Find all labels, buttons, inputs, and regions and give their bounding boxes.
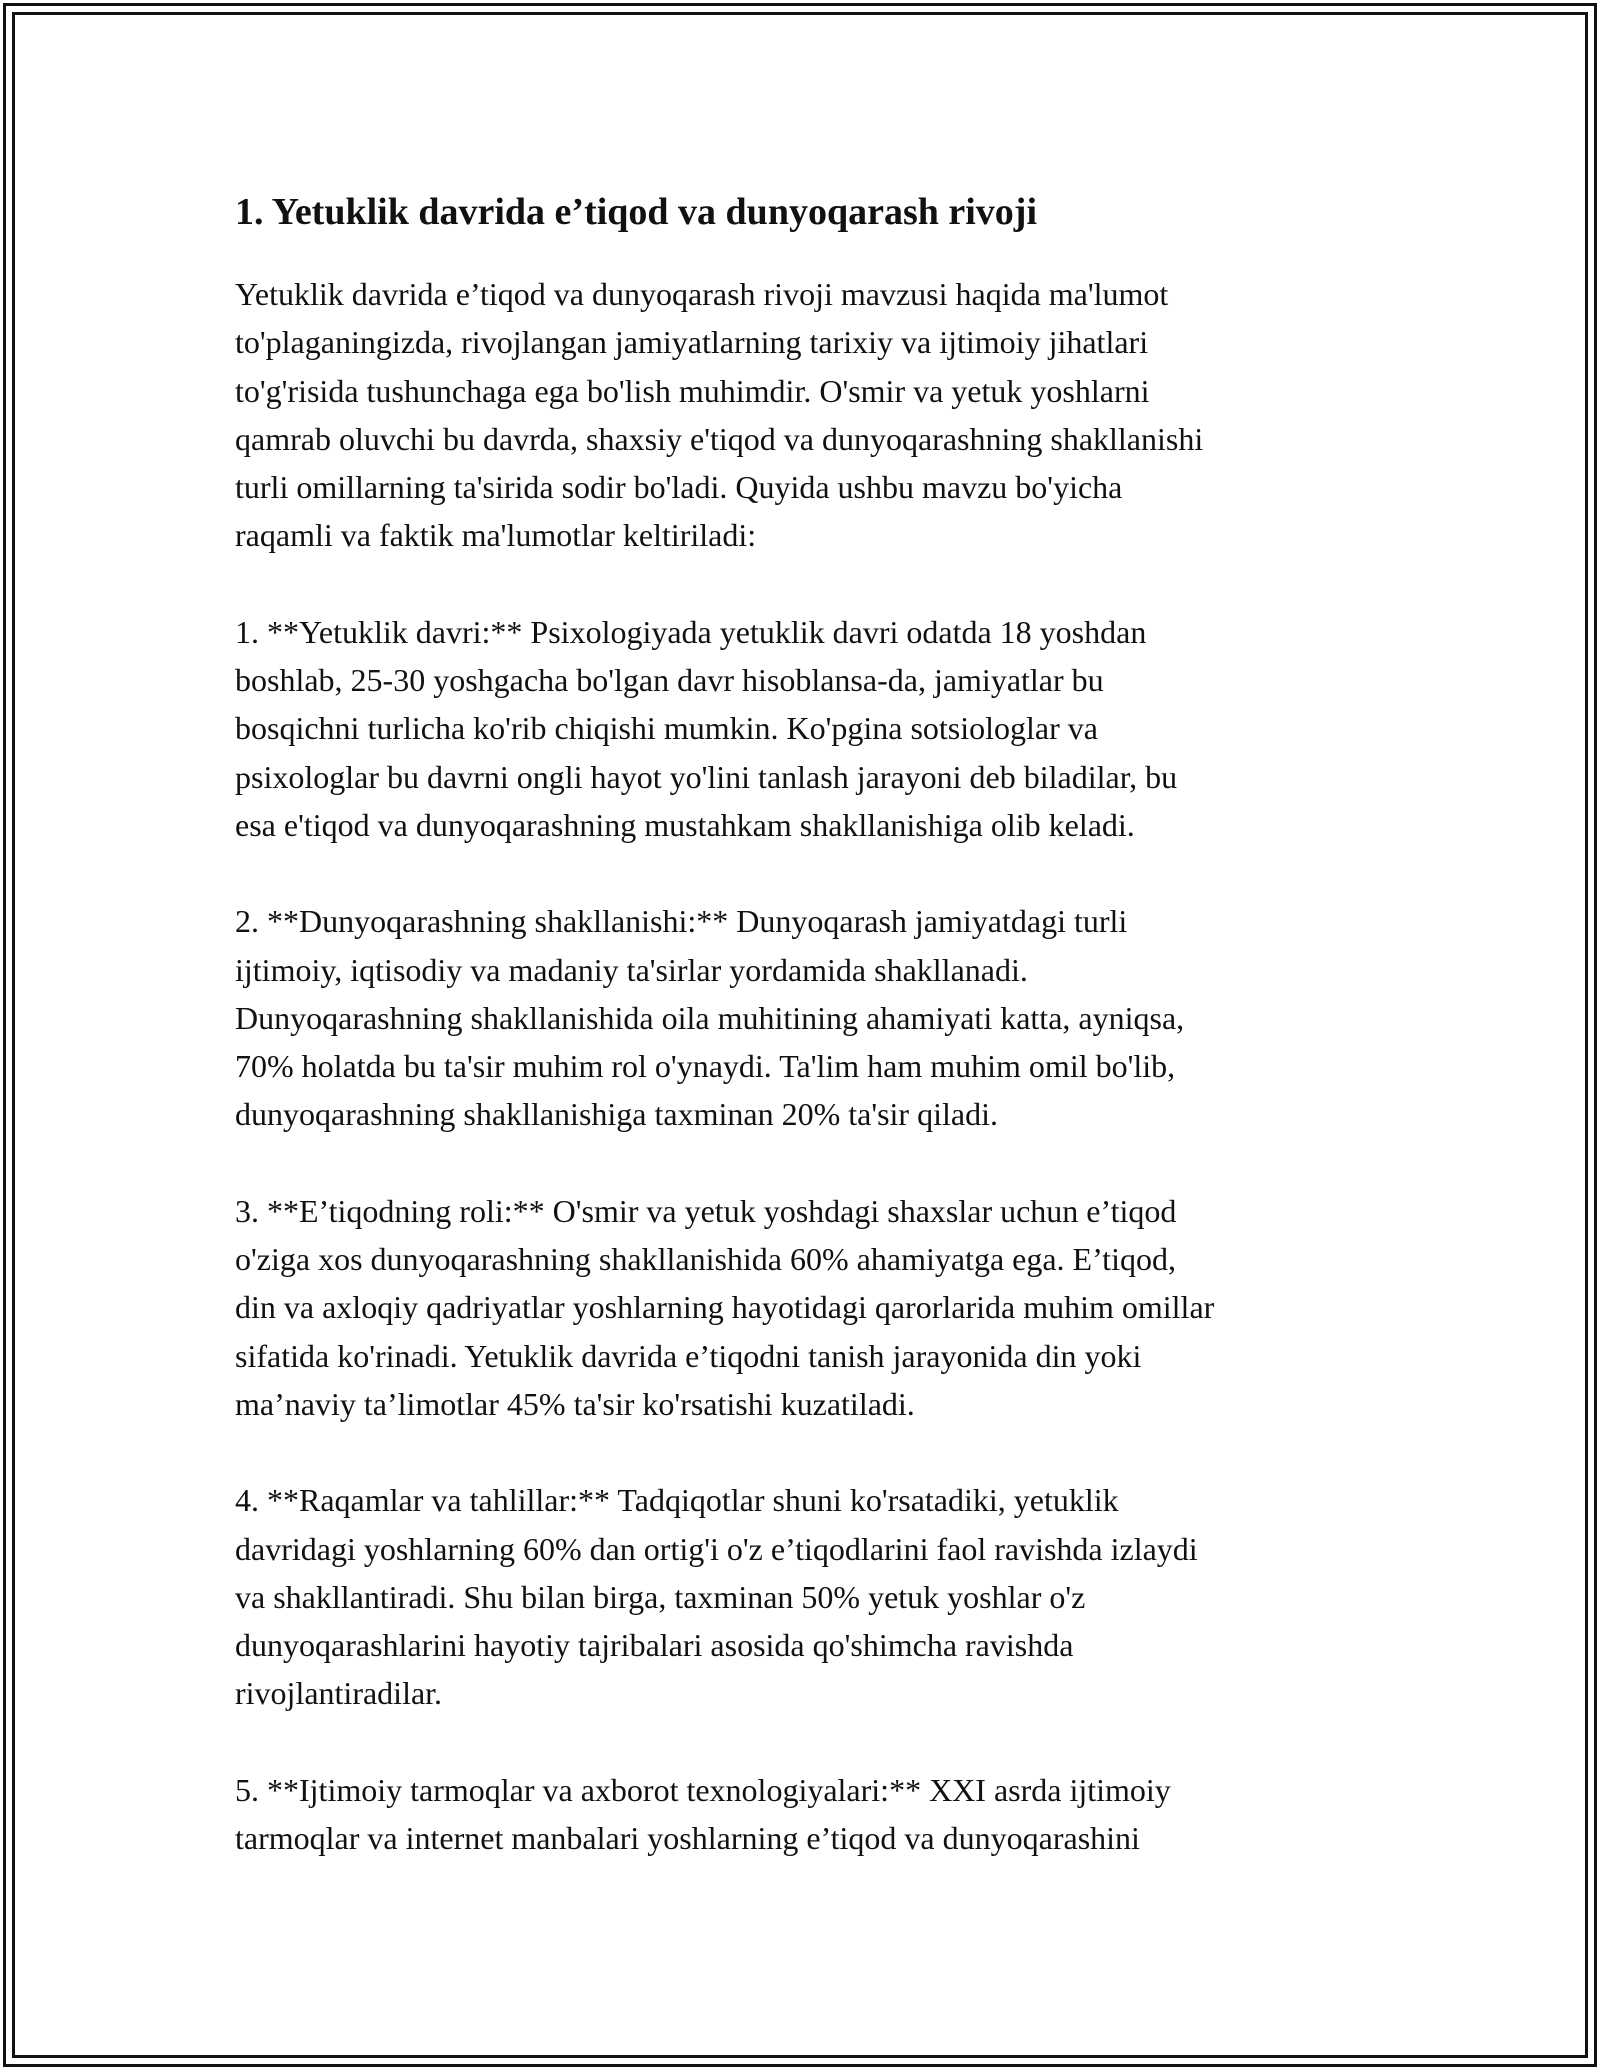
text-line: rivojlantiradilar. [235, 1675, 443, 1712]
text-line: 70% holatda bu ta'sir muhim rol o'ynaydi. Ta'lim ham muhim omil bo'lib, [235, 1048, 1176, 1085]
text-line: ijtimoiy, iqtisodiy va madaniy ta'sirlar yordamida shakllanadi. [235, 951, 1028, 988]
text-line: 3. **E’tiqodning roli:** O'smir va yetuk yoshdagi shaxslar uchun e’tiqod [235, 1192, 1177, 1229]
list-item-4-paragraph [235, 1476, 1370, 1717]
text-line: to'g'risida tushunchaga ega bo'lish muhimdir. O'smir va yetuk yoshlarni [235, 372, 1150, 409]
text-line: sifatida ko'rinadi. Yetuklik davrida e’tiqodni tanish jarayonida din yoki [235, 1337, 1142, 1374]
text-line: ma’naviy ta’limotlar 45% ta'sir ko'rsatishi kuzatiladi. [235, 1385, 915, 1422]
text-line: tarmoqlar va internet manbalari yoshlarning e’tiqod va dunyoqarashini [235, 1820, 1140, 1857]
page-title: 1. Yetuklik davrida e’tiqod va dunyoqarash rivoji [235, 191, 1038, 233]
text-line: 1. **Yetuklik davri:** Psixologiyada yetuklik davri odatda 18 yoshdan [235, 613, 1147, 650]
text-line: va shakllantiradi. Shu bilan birga, taxminan 50% yetuk yoshlar o'z [235, 1578, 1086, 1615]
text-line: psixologlar bu davrni ongli hayot yo'lini tanlash jarayoni deb biladilar, bu [235, 758, 1178, 795]
text-line: din va axloqiy qadriyatlar yoshlarning hayotidagi qarorlarida muhim omillar [235, 1289, 1215, 1326]
list-item-2-paragraph [235, 897, 1370, 1138]
list-item-1-paragraph [235, 608, 1370, 849]
document-body [235, 188, 1370, 1910]
text-line: raqamli va faktik ma'lumotlar keltiriladi: [235, 517, 757, 554]
text-line: bosqichni turlicha ko'rib chiqishi mumkin. Ko'pgina sotsiologlar va [235, 710, 1098, 747]
text-line: boshlab, 25-30 yoshgacha bo'lgan davr hisoblansa-da, jamiyatlar bu [235, 662, 1104, 699]
text-line: o'ziga xos dunyoqarashning shakllanishida 60% ahamiyatga ega. E’tiqod, [235, 1241, 1176, 1278]
text-line: dunyoqarashning shakllanishiga taxminan 20% ta'sir qiladi. [235, 1096, 998, 1133]
text-line: 5. **Ijtimoiy tarmoqlar va axborot texnologiyalari:** XXI asrda ijtimoiy [235, 1771, 1171, 1808]
text-line: davridagi yoshlarning 60% dan ortig'i o'z e’tiqodlarini faol ravishda izlaydi [235, 1530, 1198, 1567]
text-line: 2. **Dunyoqarashning shakllanishi:** Dunyoqarash jamiyatdagi turli [235, 903, 1128, 940]
text-line: Dunyoqarashning shakllanishida oila muhitining ahamiyati katta, ayniqsa, [235, 999, 1185, 1036]
text-line: dunyoqarashlarini hayotiy tajribalari asosida qo'shimcha ravishda [235, 1627, 1074, 1664]
list-item-3-paragraph [235, 1187, 1370, 1428]
text-line: qamrab oluvchi bu davrda, shaxsiy e'tiqod va dunyoqarashning shakllanishi [235, 420, 1204, 457]
intro-paragraph [235, 270, 1370, 560]
text-line: 4. **Raqamlar va tahlillar:** Tadqiqotlar shuni ko'rsatadiki, yetuklik [235, 1482, 1119, 1519]
text-line: turli omillarning ta'sirida sodir bo'ladi. Quyida ushbu mavzu bo'yicha [235, 469, 1123, 506]
text-line: esa e'tiqod va dunyoqarashning mustahkam shakllanishiga olib keladi. [235, 806, 1135, 843]
text-line: Yetuklik davrida e’tiqod va dunyoqarash rivoji mavzusi haqida ma'lumot [235, 276, 1169, 312]
list-item-5-paragraph [235, 1766, 1370, 1863]
text-line: to'plaganingizda, rivojlangan jamiyatlarning tarixiy va ijtimoiy jihatlari [235, 324, 1149, 361]
